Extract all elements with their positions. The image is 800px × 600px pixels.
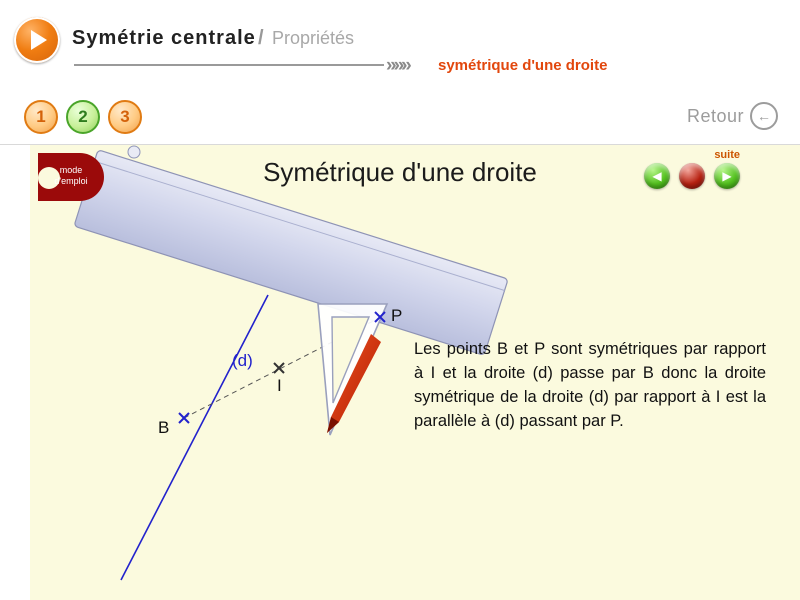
explanation-text xyxy=(414,337,766,433)
explanation-paragraph: Les points B et P sont symétriques par rapport à I et la droite (d) passe par B donc la droite symétrique de la droite (d) par rapport à I est la parallèle à (d) passant par P. xyxy=(414,340,766,430)
page-header xyxy=(0,0,800,145)
playback-controls xyxy=(644,163,740,189)
page-subtitle: Propriétés xyxy=(272,28,355,48)
line-label-d: (d) xyxy=(232,351,253,370)
arrow-left-circle-icon: ← xyxy=(750,102,778,130)
header-divider-line xyxy=(74,64,384,66)
mode-emploi-line-1: mode xyxy=(59,165,83,175)
stage-title: Symétrique d'une droite xyxy=(263,157,537,187)
point-label-i: I xyxy=(277,376,282,395)
step-button-1[interactable]: 1 xyxy=(24,100,58,134)
lesson-stage xyxy=(0,145,800,600)
back-button-label: Retour xyxy=(686,105,744,126)
step-button-2[interactable]: 2 xyxy=(66,100,100,134)
page-title: Symétrie centrale xyxy=(72,27,256,49)
arrow-right-icon[interactable]: ▶ xyxy=(714,163,740,189)
step-button-3[interactable]: 3 xyxy=(108,100,142,134)
point-label-b: B xyxy=(158,418,170,437)
back-button[interactable] xyxy=(687,102,778,130)
play-triangle-icon[interactable] xyxy=(14,17,60,63)
step-navigation xyxy=(24,100,142,134)
mode-emploi-button[interactable] xyxy=(38,153,104,201)
title-separator: / xyxy=(258,27,264,49)
arrow-left-icon[interactable]: ◀ xyxy=(644,163,670,189)
chevron-right-icon: »»» xyxy=(386,55,409,76)
stop-circle-icon[interactable] xyxy=(679,163,705,189)
mode-emploi-line-2: d'emploi xyxy=(54,176,88,186)
suite-label: suite xyxy=(714,149,740,161)
point-label-p: P xyxy=(391,306,403,325)
section-subtitle: symétrique d'une droite xyxy=(438,57,608,74)
